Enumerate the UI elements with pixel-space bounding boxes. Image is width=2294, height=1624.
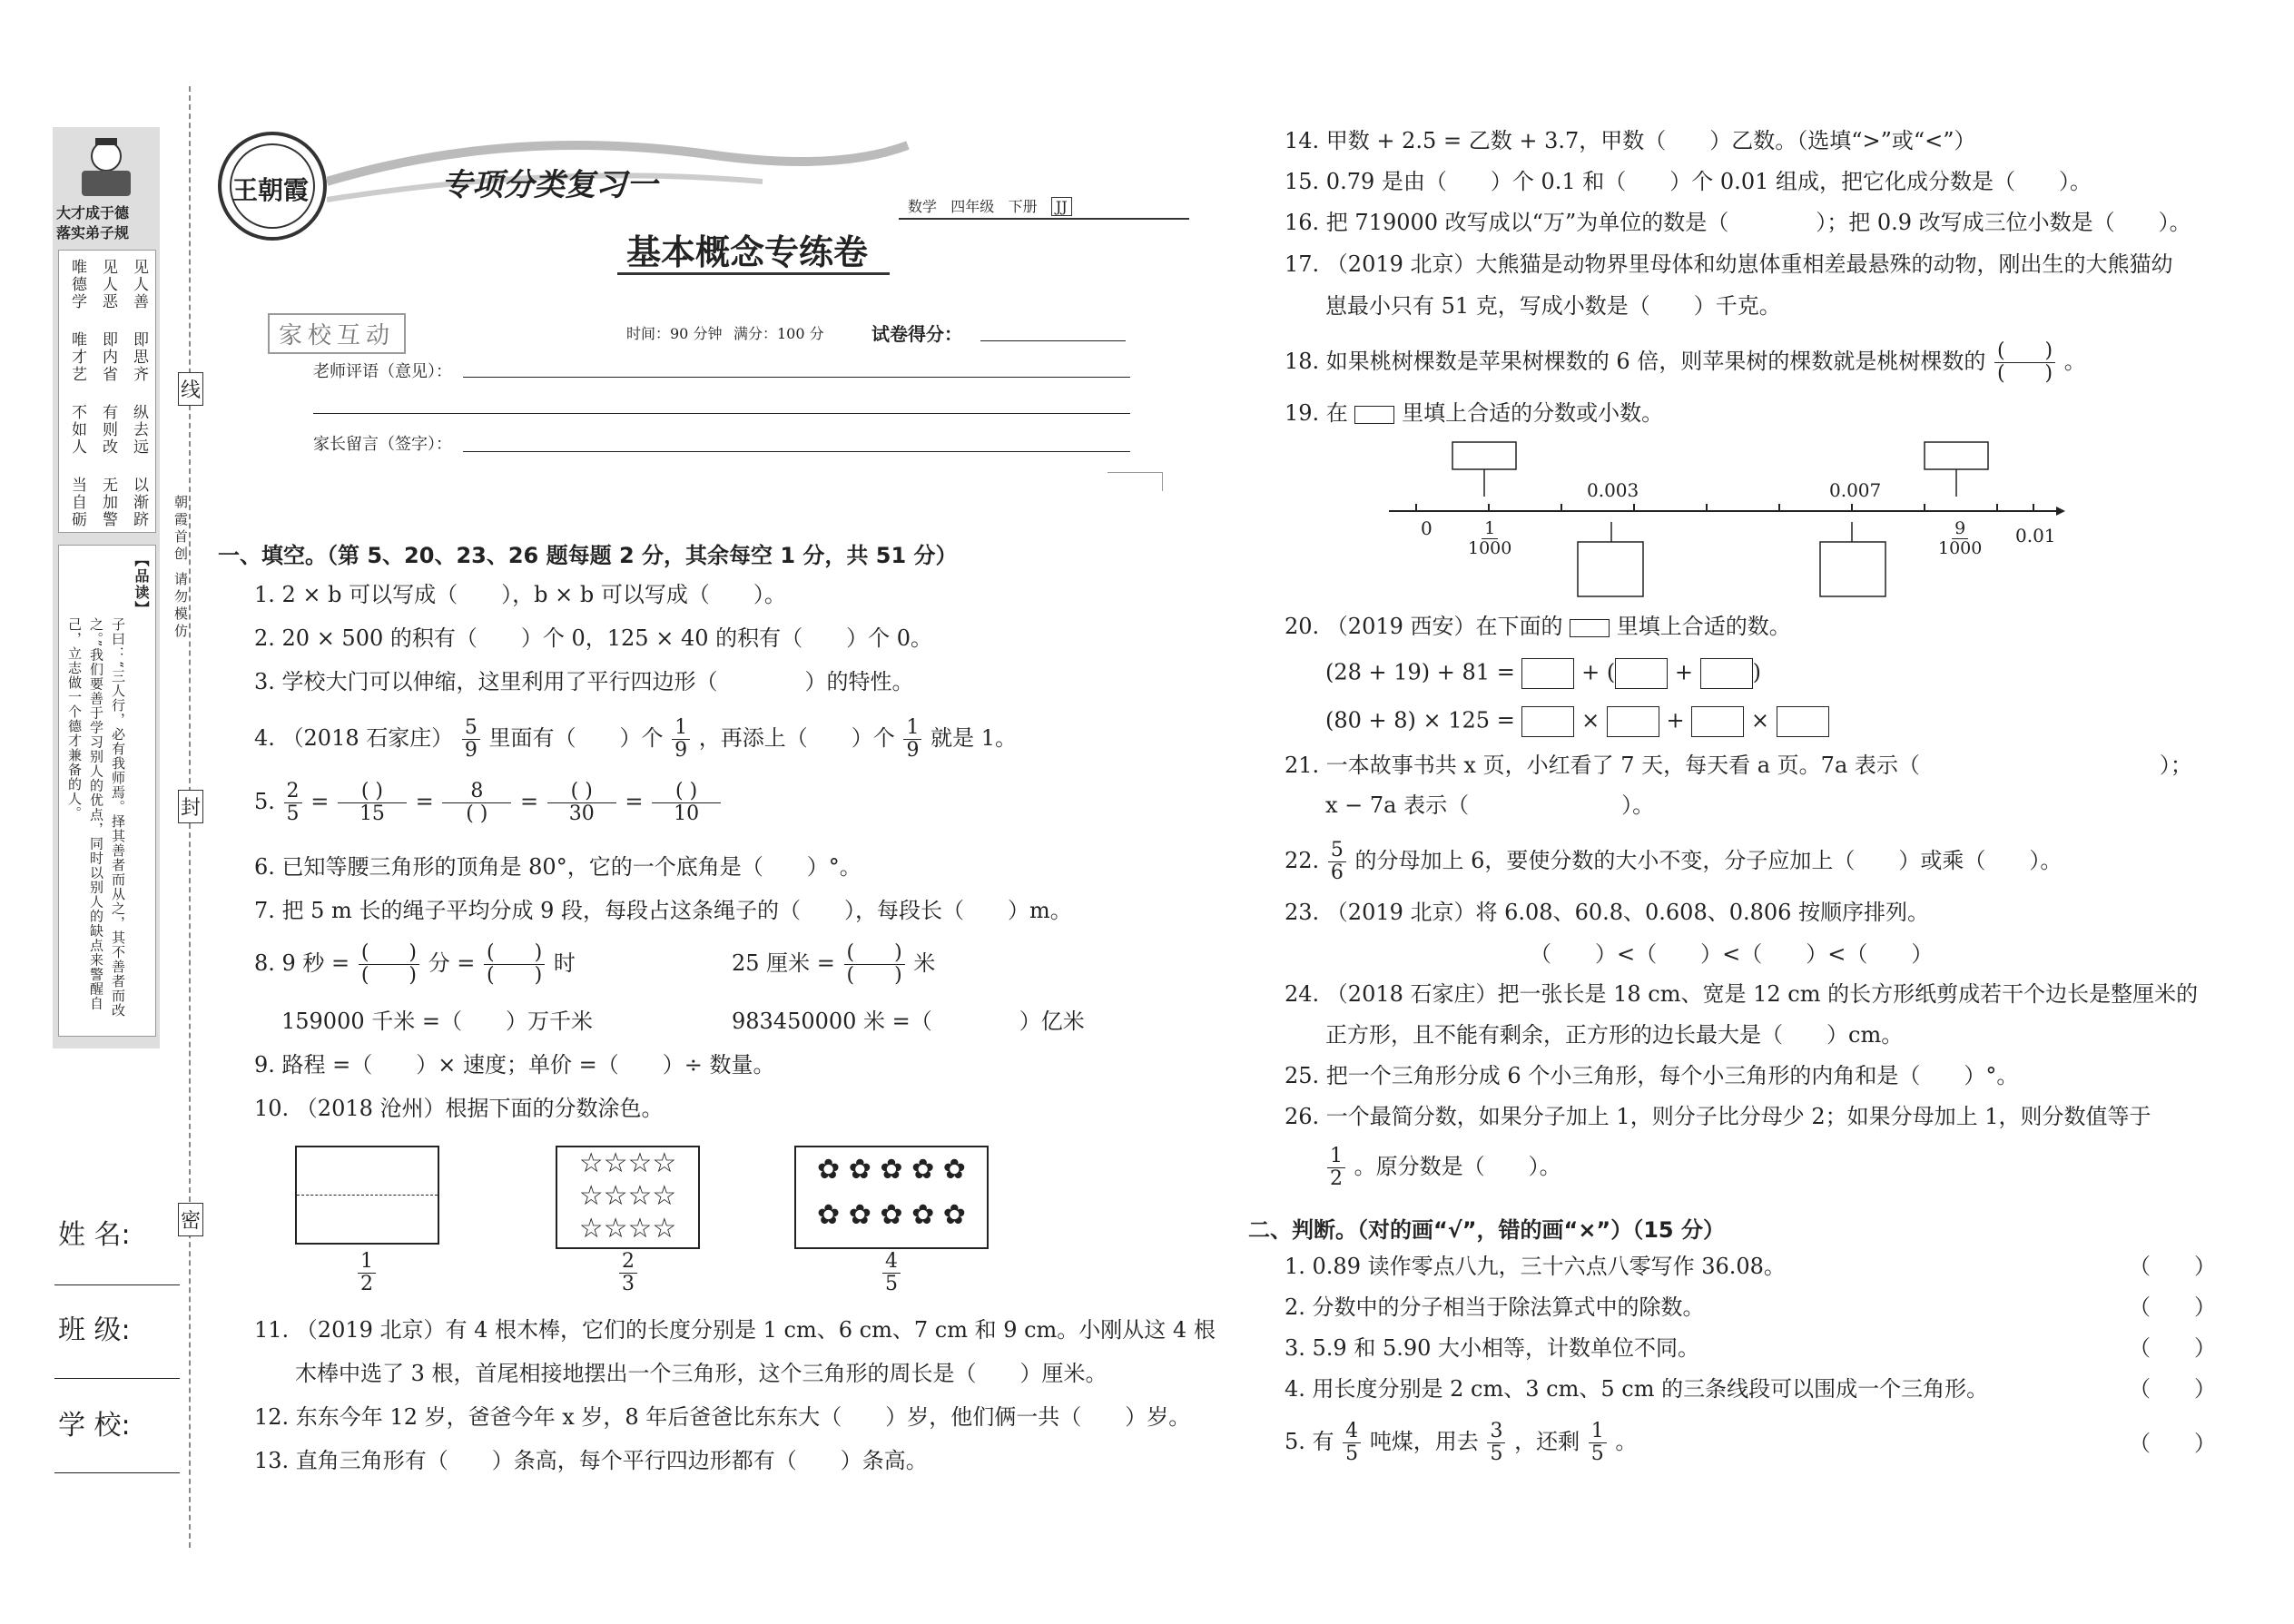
denominator: 6 xyxy=(1330,861,1344,884)
answer-box[interactable] xyxy=(1607,706,1659,737)
answer-box[interactable] xyxy=(1521,706,1574,737)
denominator[interactable]: ( ) xyxy=(846,964,902,987)
judge-item: 4. 用长度分别是 2 cm、3 cm、5 cm 的三条线段可以围成一个三角形。 xyxy=(1285,1376,1989,1402)
question-25: 25. 把一个三角形分成 6 个小三角形，每个小三角形的内角和是（ ）°。 xyxy=(1285,1063,2019,1088)
q20-expr: (28 + 19) + 81 = xyxy=(1325,659,1515,685)
star-row xyxy=(557,1213,698,1245)
question-12: 12. 东东今年 12 岁，爸爸今年 x 岁，8 年后爸爸比东东大（ ）岁，他们俩一共（ ）岁。 xyxy=(254,1404,1191,1430)
numerator: 2 xyxy=(284,781,302,803)
flower-icon[interactable]: ✿ xyxy=(817,1199,841,1231)
q20-text: 20. （2019 西安）在下面的 xyxy=(1285,614,1563,639)
numerator: 1 xyxy=(358,1251,376,1274)
score-field[interactable] xyxy=(980,340,1126,341)
question-18 xyxy=(1285,340,2086,385)
question-14: 14. 甲数 + 2.5 = 乙数 + 3.7，甲数（ ）乙数。（选填“>”或“<”） xyxy=(1285,128,1976,153)
numerator[interactable]: ( ) xyxy=(547,781,616,803)
eq: = xyxy=(415,789,434,814)
nl-label: 0.003 xyxy=(1587,479,1639,501)
judge5-text: 5. 有 xyxy=(1285,1429,1334,1454)
numerator: 4 xyxy=(882,1251,901,1274)
q8-text: 米 xyxy=(913,950,936,976)
flower-icon[interactable]: ✿ xyxy=(942,1154,966,1186)
fraction xyxy=(652,781,721,825)
question-9: 9. 路程 =（ ）× 速度；单价 =（ ）÷ 数量。 xyxy=(254,1052,775,1078)
fraction xyxy=(881,1251,902,1295)
question-11: 11. （2019 北京）有 4 根木棒，它们的长度分别是 1 cm、6 cm、7 cm 和 9 cm。小刚从这 4 根 xyxy=(254,1317,1216,1343)
poem-col: 无加警 xyxy=(99,477,117,528)
q22-num: 22. xyxy=(1285,848,1320,873)
judge-item: 1. 0.89 读作零点八九，三十六点八零写作 36.08。 xyxy=(1285,1254,1786,1279)
q20-expr: (80 + 8) × 125 = xyxy=(1325,707,1515,733)
poem-col: 有则改 xyxy=(99,404,117,456)
judge5-text: 。 xyxy=(1615,1429,1638,1454)
q4-text: 4. （2018 石家庄） xyxy=(254,725,454,751)
ticks xyxy=(1416,504,2033,511)
star-row xyxy=(557,1147,698,1180)
flower-icon[interactable]: ✿ xyxy=(942,1199,966,1231)
period: 。 xyxy=(2063,349,2086,374)
numerator: 2 xyxy=(619,1251,637,1274)
fraction xyxy=(1343,1421,1361,1465)
fraction xyxy=(547,781,616,825)
question-24-cont: 正方形，且不能有剩余，正方形的边长最大是（ ）cm。 xyxy=(1325,1022,1904,1048)
star-icon[interactable]: ☆ xyxy=(603,1147,628,1179)
denominator: 9 xyxy=(906,739,920,762)
motto-2: 落实弟子规 xyxy=(56,224,130,241)
judge-answer[interactable]: （ ） xyxy=(2129,1335,2216,1361)
question-8b xyxy=(732,942,935,987)
numerator: 1 xyxy=(1482,519,1498,539)
page-title: 基本概念专练卷 xyxy=(626,232,869,272)
denominator: 3 xyxy=(622,1273,635,1295)
section2-title: 二、判断。（对的画“√”，错的画“×”）（15 分） xyxy=(1248,1217,1725,1243)
denominator: 1000 xyxy=(1938,538,1983,558)
nl-label: 0.007 xyxy=(1829,479,1882,501)
series-title: 专项分类复习一 xyxy=(441,167,657,203)
denominator: 5 xyxy=(1345,1442,1359,1465)
answer-box[interactable] xyxy=(1925,442,1988,469)
question-5 xyxy=(254,781,723,825)
flower-icon[interactable]: ✿ xyxy=(911,1154,935,1186)
nl-fraction xyxy=(1934,519,1986,558)
numerator[interactable]: ( ) xyxy=(484,942,545,965)
question-4 xyxy=(254,717,1017,762)
poem-col: 唯德学 xyxy=(68,259,86,310)
school-field[interactable] xyxy=(54,1472,180,1473)
judge-answer[interactable]: （ ） xyxy=(2129,1376,2216,1402)
judge-item xyxy=(1285,1421,1637,1465)
answer-box[interactable] xyxy=(1820,542,1885,596)
judge5-text: 吨煤，用去 xyxy=(1369,1429,1479,1454)
cut-mark: 线 xyxy=(178,372,203,406)
tag: 数学 xyxy=(908,198,938,215)
fraction xyxy=(903,717,921,762)
read-text: 子曰：“三人行，必有我师焉。择其善者而从之，其不善者而改之。”我们要善于学习别人的优点，同时以别人的缺点来警醒自己，立志做一个德才兼备的人。 xyxy=(66,617,126,1018)
denominator: 2 xyxy=(1330,1167,1343,1190)
question-7: 7. 把 5 m 长的绳子平均分成 9 段，每段占这条绳子的（ ），每段长（ ）m。 xyxy=(254,898,1072,923)
question-8a xyxy=(254,942,576,987)
q8-text: 8. 9 秒 = xyxy=(254,950,350,976)
q4-text: 里面有（ ）个 xyxy=(488,725,664,751)
denominator[interactable]: ( ) xyxy=(1996,362,2053,385)
nl-zero: 0 xyxy=(1421,517,1433,539)
numerator: 1 xyxy=(672,717,690,740)
cut-mark: 封 xyxy=(178,790,203,823)
numerator: 5 xyxy=(1328,840,1346,862)
denominator: 9 xyxy=(674,739,688,762)
judge-answer[interactable]: （ ） xyxy=(2129,1254,2216,1279)
question-10: 10. （2018 沧州）根据下面的分数涂色。 xyxy=(254,1096,664,1121)
q4-text: 就是 1。 xyxy=(930,725,1017,751)
teacher-comment-label: 老师评语（意见）： xyxy=(313,362,452,381)
denominator: 10 xyxy=(674,802,700,825)
fraction xyxy=(442,781,511,825)
rect-shape[interactable] xyxy=(295,1146,439,1245)
star-icon[interactable]: ☆ xyxy=(578,1213,604,1245)
motto-1: 大才成于德 xyxy=(56,204,130,221)
fraction xyxy=(617,1251,639,1295)
header-corner xyxy=(1108,472,1163,491)
poem-col: 即思齐 xyxy=(130,331,148,383)
denominator: 15 xyxy=(359,802,385,825)
denominator[interactable]: ( ) xyxy=(360,964,417,987)
class-field[interactable] xyxy=(54,1378,180,1379)
answer-box[interactable] xyxy=(1691,706,1744,737)
star-icon[interactable]: ☆ xyxy=(603,1213,628,1245)
question-20 xyxy=(1285,613,1791,640)
question-17: 17. （2019 北京）大熊猫是动物界里母体和幼崽体重相差最悬殊的动物，刚出生的大熊猫幼 xyxy=(1285,251,2173,277)
flower-icon[interactable]: ✿ xyxy=(880,1199,903,1231)
section1-title: 一、填空。（第 5、20、23、26 题每题 2 分，其余每空 1 分，共 51 分） xyxy=(218,543,958,568)
answer-box[interactable] xyxy=(1578,542,1643,596)
answer-box[interactable] xyxy=(1700,658,1753,689)
star-icon[interactable]: ☆ xyxy=(603,1180,628,1212)
numerator: 3 xyxy=(1487,1421,1505,1443)
fraction[interactable] xyxy=(484,942,545,987)
score-label: 试卷得分： xyxy=(871,323,962,345)
numerator[interactable]: ( ) xyxy=(359,942,419,965)
fraction xyxy=(356,1251,378,1295)
tags xyxy=(908,195,1072,216)
mascot-icon xyxy=(64,136,149,200)
fraction[interactable] xyxy=(1994,340,2055,385)
badge: 家校互动 xyxy=(268,313,406,354)
question-20-eq2: (80 + 8) × 125 = × + × xyxy=(1325,706,1829,737)
answer-box[interactable] xyxy=(1615,658,1668,689)
numerator: 9 xyxy=(1952,519,1968,539)
fraction xyxy=(462,717,480,762)
question-8d: 983450000 米 =（ ）亿米 xyxy=(732,1009,1085,1034)
flower-icon[interactable]: ✿ xyxy=(817,1154,841,1186)
answer-box[interactable] xyxy=(1777,706,1829,737)
tag-line xyxy=(899,218,1189,220)
numerator: 1 xyxy=(1327,1146,1345,1168)
poem-col: 见人恶 xyxy=(99,259,117,310)
flower-icon[interactable]: ✿ xyxy=(911,1199,935,1231)
nl-fraction xyxy=(1463,519,1516,558)
q19-text: 里填上合适的分数或小数。 xyxy=(1402,400,1664,426)
answer-box[interactable] xyxy=(1452,442,1516,469)
fraction[interactable] xyxy=(359,942,419,987)
question-15: 15. 0.79 是由（ ）个 0.1 和（ ）个 0.01 组成，把它化成分数是（ ）。 xyxy=(1285,169,2092,194)
time: 时间：90 分钟 xyxy=(626,325,723,342)
numerator[interactable]: ( ) xyxy=(844,942,905,965)
question-3: 3. 学校大门可以伸缩，这里利用了平行四边形（ ）的特性。 xyxy=(254,669,914,694)
flower-icon[interactable]: ✿ xyxy=(848,1199,871,1231)
parent-comment-field[interactable] xyxy=(463,451,1130,452)
denominator: 5 xyxy=(885,1273,898,1295)
question-8c: 159000 千米 =（ ）万千米 xyxy=(281,1009,593,1034)
judge-answer[interactable]: （ ） xyxy=(2129,1294,2216,1320)
tag: 下册 xyxy=(1008,198,1038,215)
eq: = xyxy=(519,789,539,814)
question-1: 1. 2 × b 可以写成（ ），b × b 可以写成（ ）。 xyxy=(254,582,786,607)
poem-col: 以渐跻 xyxy=(130,477,148,528)
school-label: 学 校: xyxy=(58,1410,131,1442)
star-icon[interactable]: ☆ xyxy=(627,1180,653,1212)
q8-text: 时 xyxy=(553,950,576,976)
question-26: 26. 一个最简分数，如果分子加上 1，则分子比分母少 2；如果分母加上 1，则分数值等于 xyxy=(1285,1104,2151,1129)
question-21-cont: x − 7a 表示（ ）。 xyxy=(1325,792,1655,818)
teacher-comment-field[interactable] xyxy=(463,377,1130,378)
nl-label: 0.01 xyxy=(2015,525,2056,546)
star-icon[interactable]: ☆ xyxy=(652,1180,677,1212)
question-19 xyxy=(1285,399,1663,427)
fraction xyxy=(1589,1421,1607,1465)
poem-col: 见人善 xyxy=(130,259,148,310)
question-11-cont: 木棒中选了 3 根，首尾相接地摆出一个三角形，这个三角形的周长是（ ）厘米。 xyxy=(295,1361,1108,1386)
denominator: 1000 xyxy=(1468,538,1512,558)
numerator[interactable]: ( ) xyxy=(338,781,407,803)
judge5-text: ，还剩 xyxy=(1514,1429,1580,1454)
numerator: 1 xyxy=(1589,1421,1607,1443)
numerator[interactable]: ( ) xyxy=(652,781,721,803)
class-label: 班 级: xyxy=(58,1314,131,1346)
fraction xyxy=(1327,1146,1345,1190)
question-26-cont xyxy=(1325,1146,1561,1190)
flower-row xyxy=(796,1193,987,1238)
question-22 xyxy=(1285,840,2062,884)
q20-text: 里填上合适的数。 xyxy=(1616,614,1791,639)
judge-answer[interactable]: （ ） xyxy=(2129,1431,2216,1456)
name-field[interactable] xyxy=(54,1284,180,1285)
denominator: 9 xyxy=(464,739,478,762)
question-24: 24. （2018 石家庄）把一张长是 18 cm、宽是 12 cm 的长方形纸剪成若干个边长是整厘米的 xyxy=(1285,981,2199,1007)
full-score: 满分：100 分 xyxy=(733,325,824,342)
answer-box[interactable] xyxy=(1521,658,1574,689)
star-row xyxy=(557,1180,698,1213)
denominator: 30 xyxy=(568,802,595,825)
fraction[interactable] xyxy=(844,942,905,987)
flowers-grid[interactable] xyxy=(794,1146,989,1249)
flower-icon[interactable]: ✿ xyxy=(880,1154,903,1186)
question-2: 2. 20 × 500 的积有（ ）个 0，125 × 40 的积有（ ）个 0。 xyxy=(254,625,933,651)
question-23: 23. （2019 北京）将 6.08、60.8、0.608、0.806 按顺序排列。 xyxy=(1285,900,1930,925)
axis-arrow xyxy=(2056,507,2065,516)
flower-row xyxy=(796,1147,987,1193)
tag: 四年级 xyxy=(950,198,995,215)
denominator: 5 xyxy=(1490,1442,1503,1465)
judge-item: 3. 5.9 和 5.90 大小相等，计数单位不同。 xyxy=(1285,1335,1700,1361)
denominator: 5 xyxy=(1590,1442,1604,1465)
poem-col: 唯才艺 xyxy=(68,331,86,383)
question-17-cont: 崽最小只有 51 克，写成小数是（ ）千克。 xyxy=(1325,293,1781,319)
numerator: 1 xyxy=(903,717,921,740)
denominator[interactable]: ( ) xyxy=(466,802,488,825)
q5-num: 5. xyxy=(254,789,275,814)
question-23-order[interactable]: （ ）<（ ）<（ ）<（ ） xyxy=(1530,941,1934,967)
read-title: 【品读】 xyxy=(133,552,150,617)
star-icon[interactable]: ☆ xyxy=(578,1147,604,1179)
numerator: 4 xyxy=(1343,1421,1361,1443)
q26-text: 。原分数是（ ）。 xyxy=(1354,1154,1561,1179)
numerator[interactable]: ( ) xyxy=(1994,340,2055,363)
poem-col: 不如人 xyxy=(68,404,86,456)
denominator: 5 xyxy=(286,802,300,825)
fraction xyxy=(1487,1421,1505,1465)
q8-text: 分 = xyxy=(428,950,476,976)
teacher-comment-line2[interactable] xyxy=(313,413,1130,414)
star-icon[interactable]: ☆ xyxy=(627,1213,653,1245)
q8-text: 25 厘米 = xyxy=(732,950,835,976)
poem-col: 纵去远 xyxy=(130,404,148,456)
question-13: 13. 直角三角形有（ ）条高，每个平行四边形都有（ ）条高。 xyxy=(254,1448,928,1473)
tag: JJ xyxy=(1051,197,1072,216)
cut-mark: 密 xyxy=(178,1203,203,1236)
star-icon[interactable]: ☆ xyxy=(652,1147,677,1179)
rect-midline xyxy=(297,1195,438,1196)
star-icon[interactable]: ☆ xyxy=(652,1213,677,1245)
title-underline xyxy=(617,272,890,275)
numerator: 5 xyxy=(462,717,480,740)
name-label: 姓 名: xyxy=(58,1219,131,1251)
eq: = xyxy=(625,789,644,814)
answer-box-icon xyxy=(1570,619,1610,637)
copyright: 朝霞首创 请勿模仿 xyxy=(172,495,189,641)
denominator[interactable]: ( ) xyxy=(487,964,543,987)
poem-col: 当自砺 xyxy=(68,477,86,528)
parent-comment-label: 家长留言（签字）： xyxy=(313,435,452,454)
fraction xyxy=(284,781,302,825)
fraction xyxy=(672,717,690,762)
answer-box-icon xyxy=(1354,406,1394,424)
question-6: 6. 已知等腰三角形的顶角是 80°，它的一个底角是（ ）°。 xyxy=(254,854,861,880)
question-20-eq1: (28 + 19) + 81 = + ( + ) xyxy=(1325,658,1761,689)
q19-text: 19. 在 xyxy=(1285,400,1348,426)
q18-text: 18. 如果桃树棵数是苹果树棵数的 6 倍，则苹果树的棵数就是桃树棵数的 xyxy=(1285,349,1986,374)
fraction xyxy=(1328,840,1346,884)
star-icon[interactable]: ☆ xyxy=(627,1147,653,1179)
numerator: 8 xyxy=(442,781,511,803)
star-icon[interactable]: ☆ xyxy=(578,1180,604,1212)
eq: = xyxy=(310,789,330,814)
fraction xyxy=(338,781,407,825)
question-21: 21. 一本故事书共 x 页，小红看了 7 天，每天看 a 页。7a 表示（ ）； xyxy=(1285,753,2192,778)
logo-text: 王朝霞 xyxy=(232,175,310,205)
denominator: 2 xyxy=(360,1273,373,1295)
question-16: 16. 把 719000 改写成以“万”为单位的数是（ ）；把 0.9 改写成三位小数是（ ）。 xyxy=(1285,210,2191,235)
q4-text: ，再添上（ ）个 xyxy=(698,725,895,751)
stars-grid[interactable] xyxy=(556,1146,700,1249)
q22-text: 的分母加上 6，要使分数的大小不变，分子应加上（ ）或乘（ ）。 xyxy=(1354,848,2063,873)
poem-col: 即内省 xyxy=(99,331,117,383)
flower-icon[interactable]: ✿ xyxy=(848,1154,871,1186)
judge-item: 2. 分数中的分子相当于除法算式中的除数。 xyxy=(1285,1294,1705,1320)
